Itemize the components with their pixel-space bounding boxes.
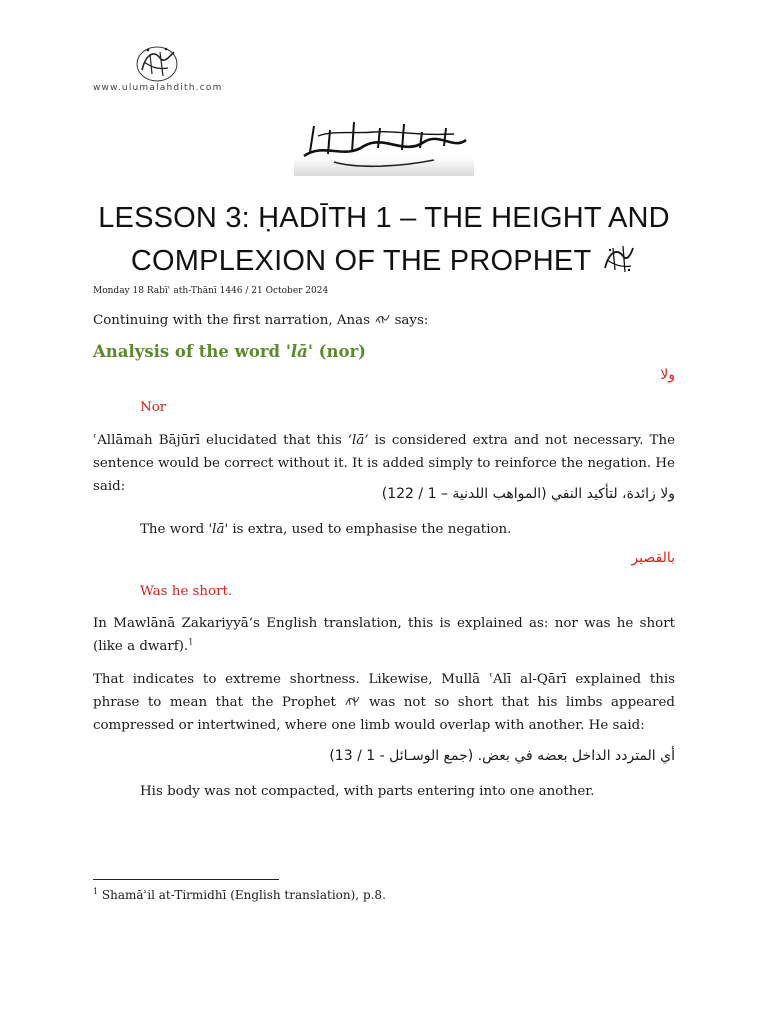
site-logo-icon [130,40,184,86]
lesson-title-line-1: LESSON 3: ḤADĪTH 1 – THE HEIGHT AND [98,202,670,234]
term-2-translation: Was he short. [140,584,233,599]
salawat-calligraphy-icon [599,242,637,276]
lesson-date: Monday 18 Rabīʿ ath-Thānī 1446 / 21 October 2024 [93,286,329,296]
footnote-number: 1 [93,887,99,896]
radiyallahu-anhu-icon [374,313,390,325]
lesson-title [84,197,684,283]
section-heading-prefix: Analysis of the word ' [93,342,291,361]
lesson-title-line-2: COMPLEXION OF THE PROPHET [130,245,591,277]
explanation-1 [140,518,675,541]
explanation-1-after: is extra, used to emphasise the negation. [228,522,512,537]
intro-text-before: Continuing with the first narration, Anas [93,313,371,328]
term-1-translation: Nor [140,400,167,415]
bajuri-text-before: ʿAllāmah Bājūrī elucidated that this [93,433,348,448]
footnote-divider [93,879,279,880]
explanation-2: His body was not compacted, with parts entering into one another. [140,784,595,799]
arabic-quote-2: أي المتردد الداخل بعضه في بعض. (جمع الوسـائل - 1 / 13) [329,748,675,764]
qari-text-before: That indicates to extreme shortness. Likewise, Mullā ʿAlī al-Qārī explained this phrase to mean that the Prophet [93,672,675,710]
salawat-small-icon [344,695,360,707]
section-heading-suffix: ' (nor) [307,342,366,361]
zakariyya-paragraph [93,612,675,658]
footnote-ref[interactable]: 1 [188,637,194,647]
arabic-term-1: ولا [660,367,675,383]
explanation-1-word: 'lā' [208,522,229,537]
arabic-quote-1: ولا زائدة، لتأكيد النفي (المواهب اللدنية – 1 / 122) [381,486,675,502]
qari-text-after: was not so short that his limbs appeared compressed or intertwined, where one limb would overlap with another. He said: [93,695,675,733]
bismillah-calligraphy-icon [294,112,474,180]
site-url: www.ulumalahdith.com [93,83,223,93]
qari-paragraph [93,668,675,737]
footnote [93,888,386,902]
section-heading-word: lā [290,342,308,361]
section-heading [93,342,366,361]
bajuri-word: ‘lā’ [347,433,369,448]
intro-paragraph [93,309,675,332]
bajuri-text-after: is considered extra and not necessary. The sentence would be correct without it. It is added simply to reinforce the negation. He said: [93,433,675,494]
footnote-text: Shamāʾil at-Tirmidhī (English translation), p.8. [101,888,386,902]
zakariyya-text: In Mawlānā Zakariyyā’s English translation, this is explained as: nor was he short (like a dwarf). [93,616,675,654]
arabic-term-2: بالقصير [631,550,675,566]
explanation-1-before: The word [140,522,209,537]
intro-text-after: says: [394,313,429,328]
